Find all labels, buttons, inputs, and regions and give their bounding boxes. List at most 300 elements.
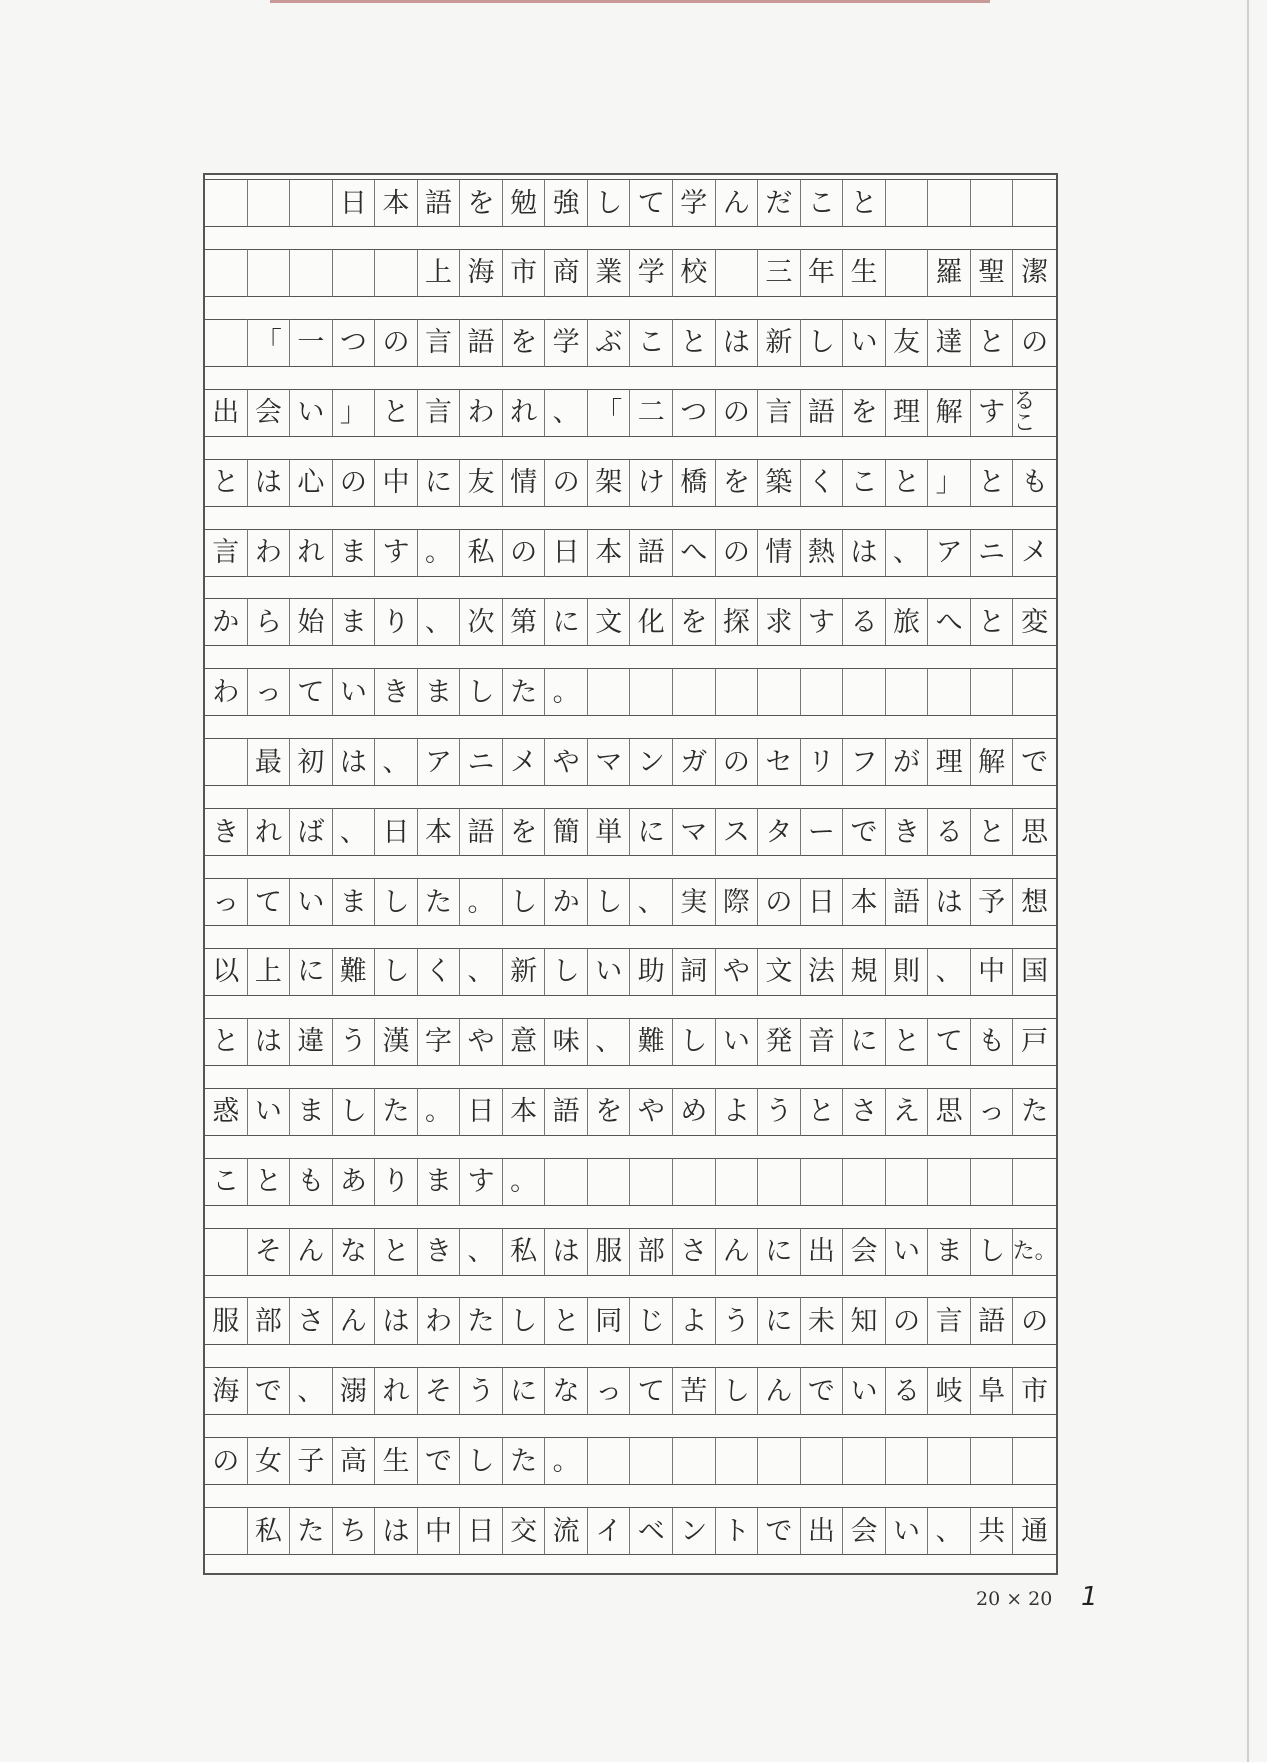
- grid-cell: [205, 179, 248, 227]
- grid-cell: を: [716, 459, 759, 507]
- grid-row: [205, 319, 1056, 367]
- grid-cell: [928, 1437, 971, 1485]
- grid-cell: よ: [673, 1297, 716, 1345]
- grid-cell: 語: [630, 529, 673, 577]
- grid-cell: 服: [588, 1228, 631, 1276]
- grid-cell: 私: [460, 529, 503, 577]
- grid-cell: ば: [290, 808, 333, 856]
- grid-cell: 私: [503, 1228, 546, 1276]
- grid-cell: 情: [758, 529, 801, 577]
- grid-cell: と: [673, 319, 716, 367]
- grid-cell: し: [545, 948, 588, 996]
- grid-cell: [716, 1158, 759, 1206]
- grid-row: [205, 1297, 1056, 1345]
- grid-cell: 阜: [971, 1367, 1014, 1415]
- grid-cell: だ: [758, 179, 801, 227]
- grid-cell: ン: [673, 1507, 716, 1555]
- grid-cell: に: [758, 1228, 801, 1276]
- grid-cell: で: [1013, 738, 1056, 786]
- grid-cell: こ: [630, 319, 673, 367]
- grid-cell: 、: [375, 738, 418, 786]
- grid-cell: 溺: [333, 1367, 376, 1415]
- grid-cell: ま: [333, 529, 376, 577]
- grid-cell: の: [886, 1297, 929, 1345]
- grid-cell: へ: [928, 598, 971, 646]
- grid-cell: [971, 179, 1014, 227]
- grid-cell: 通: [1013, 1507, 1056, 1555]
- grid-cell: し: [673, 1018, 716, 1066]
- grid-cell: や: [716, 948, 759, 996]
- grid-cell: 流: [545, 1507, 588, 1555]
- grid-cell: 予: [971, 878, 1014, 926]
- grid-cell: な: [545, 1367, 588, 1415]
- grid-cell: ア: [928, 529, 971, 577]
- grid-cell: ン: [630, 738, 673, 786]
- grid-cell: [801, 1158, 844, 1206]
- grid-cell: 日: [333, 179, 376, 227]
- grid-cell: 化: [630, 598, 673, 646]
- grid-cell: れ: [248, 808, 291, 856]
- grid-row: [205, 1437, 1056, 1485]
- page-edge: [1247, 0, 1249, 1762]
- grid-cell: め: [673, 1088, 716, 1136]
- grid-cell: の: [205, 1437, 248, 1485]
- grid-cell: 築: [758, 459, 801, 507]
- grid-cell: 言: [205, 529, 248, 577]
- grid-cell: と: [971, 459, 1014, 507]
- grid-cell: マ: [673, 808, 716, 856]
- grid-cell: 新: [758, 319, 801, 367]
- grid-cell: ん: [333, 1297, 376, 1345]
- grid-cell: の: [375, 319, 418, 367]
- grid-cell: 本: [375, 179, 418, 227]
- grid-cell: 本: [503, 1088, 546, 1136]
- grid-cell: 日: [460, 1507, 503, 1555]
- grid-cell: っ: [971, 1088, 1014, 1136]
- grid-row: [205, 878, 1056, 926]
- grid-cell: リ: [801, 738, 844, 786]
- grid-cell: [886, 1158, 929, 1206]
- grid-cell: そ: [248, 1228, 291, 1276]
- grid-cell: し: [971, 1228, 1014, 1276]
- grid-cell: ん: [758, 1367, 801, 1415]
- grid-cell: 、: [588, 1018, 631, 1066]
- grid-cell: [588, 1437, 631, 1485]
- grid-cell: 難: [333, 948, 376, 996]
- grid-cell: か: [205, 598, 248, 646]
- grid-row: [205, 1228, 1056, 1276]
- grid-cell: 以: [205, 948, 248, 996]
- grid-cell: を: [503, 319, 546, 367]
- grid-cell: か: [545, 878, 588, 926]
- grid-cell: す: [801, 598, 844, 646]
- grid-cell: 思: [1013, 808, 1056, 856]
- grid-cell: メ: [503, 738, 546, 786]
- grid-row: [205, 1088, 1056, 1136]
- grid-cell: 、: [545, 389, 588, 437]
- grid-cell: 」: [928, 459, 971, 507]
- grid-cell: 探: [716, 598, 759, 646]
- grid-cell: 戸: [1013, 1018, 1056, 1066]
- grid-cell: マ: [588, 738, 631, 786]
- grid-cell: [886, 179, 929, 227]
- grid-cell: し: [333, 1088, 376, 1136]
- grid-cell: 、: [290, 1367, 333, 1415]
- grid-cell: [290, 249, 333, 297]
- grid-cell: ベ: [630, 1507, 673, 1555]
- grid-cell: 女: [248, 1437, 291, 1485]
- grid-cell: た: [1013, 1088, 1056, 1136]
- grid-cell: い: [843, 1367, 886, 1415]
- grid-cell: 規: [843, 948, 886, 996]
- grid-cell: し: [716, 1367, 759, 1415]
- grid-cell: 。: [460, 878, 503, 926]
- grid-cell: も: [1013, 459, 1056, 507]
- grid-cell: こ: [205, 1158, 248, 1206]
- grid-cell: や: [460, 1018, 503, 1066]
- grid-cell: 部: [248, 1297, 291, 1345]
- grid-cell: は: [248, 1018, 291, 1066]
- grid-cell: 中: [375, 459, 418, 507]
- grid-cell: [928, 179, 971, 227]
- grid-cell: 国: [1013, 948, 1056, 996]
- grid-cell: 情: [503, 459, 546, 507]
- grid-cell: 心: [290, 459, 333, 507]
- grid-cell: ん: [716, 1228, 759, 1276]
- grid-cell: た: [290, 1507, 333, 1555]
- grid-cell: で: [801, 1367, 844, 1415]
- grid-cell: 単: [588, 808, 631, 856]
- grid-cell: 次: [460, 598, 503, 646]
- grid-cell: 文: [758, 948, 801, 996]
- grid-cell: の: [716, 529, 759, 577]
- grid-cell: 、: [886, 529, 929, 577]
- grid-cell: [1013, 668, 1056, 716]
- grid-cell: 熱: [801, 529, 844, 577]
- grid-cell: [205, 1507, 248, 1555]
- grid-cell: 。: [418, 1088, 461, 1136]
- grid-cell: し: [503, 878, 546, 926]
- grid-cell: 生: [375, 1437, 418, 1485]
- grid-cell: た: [503, 668, 546, 716]
- grid-cell: 中: [418, 1507, 461, 1555]
- grid-cell: は: [716, 319, 759, 367]
- grid-cell: [630, 668, 673, 716]
- grid-cell: い: [886, 1507, 929, 1555]
- grid-cell: ニ: [460, 738, 503, 786]
- grid-row: [205, 1158, 1056, 1206]
- grid-row: [205, 668, 1056, 716]
- grid-cell: さ: [290, 1297, 333, 1345]
- grid-cell: 三: [758, 249, 801, 297]
- grid-cell: 理: [928, 738, 971, 786]
- grid-cell: い: [716, 1018, 759, 1066]
- grid-cell: [673, 668, 716, 716]
- grid-cell: す: [375, 529, 418, 577]
- grid-cell: タ: [758, 808, 801, 856]
- grid-cell: セ: [758, 738, 801, 786]
- grid-cell: ぶ: [588, 319, 631, 367]
- grid-cell: こ: [801, 179, 844, 227]
- grid-cell: に: [843, 1018, 886, 1066]
- grid-cell: り: [375, 1158, 418, 1206]
- grid-cell: [758, 668, 801, 716]
- grid-cell: 友: [460, 459, 503, 507]
- grid-cell: 交: [503, 1507, 546, 1555]
- grid-cell: う: [333, 1018, 376, 1066]
- grid-cell: う: [758, 1088, 801, 1136]
- grid-cell: す: [460, 1158, 503, 1206]
- grid-cell: 学: [673, 179, 716, 227]
- grid-cell: [971, 1158, 1014, 1206]
- grid-cell: と: [971, 319, 1014, 367]
- grid-cell: を: [460, 179, 503, 227]
- grid-cell: 子: [290, 1437, 333, 1485]
- grid-cell: 商: [545, 249, 588, 297]
- grid-cell: [801, 1437, 844, 1485]
- grid-cell: [928, 668, 971, 716]
- grid-cell: た: [418, 878, 461, 926]
- grid-cell: [205, 1228, 248, 1276]
- grid-cell: き: [375, 668, 418, 716]
- grid-cell: [588, 1158, 631, 1206]
- grid-cell: わ: [418, 1297, 461, 1345]
- grid-cell: 語: [971, 1297, 1014, 1345]
- grid-cell: 年: [801, 249, 844, 297]
- grid-cell: 惑: [205, 1088, 248, 1136]
- grid-cell: ら: [248, 598, 291, 646]
- grid-cell: た。: [1013, 1228, 1056, 1276]
- grid-cell: 法: [801, 948, 844, 996]
- grid-cell: [928, 1158, 971, 1206]
- grid-cell: 日: [801, 878, 844, 926]
- grid-cell: っ: [205, 878, 248, 926]
- grid-cell: に: [630, 808, 673, 856]
- grid-cell: 最: [248, 738, 291, 786]
- grid-cell: の: [545, 459, 588, 507]
- genkou-yoshi-grid: [203, 173, 1058, 1575]
- grid-cell: さ: [843, 1088, 886, 1136]
- grid-cell: 中: [971, 948, 1014, 996]
- grid-cell: [630, 1158, 673, 1206]
- grid-cell: ん: [716, 179, 759, 227]
- grid-cell: 二: [630, 389, 673, 437]
- grid-cell: は: [843, 529, 886, 577]
- grid-cell: し: [588, 179, 631, 227]
- grid-cell: 出: [801, 1507, 844, 1555]
- grid-cell: こ: [843, 459, 886, 507]
- grid-row: [205, 1367, 1056, 1415]
- grid-cell: と: [971, 808, 1014, 856]
- grid-cell: 日: [375, 808, 418, 856]
- grid-cell: い: [248, 1088, 291, 1136]
- grid-cell: [758, 1437, 801, 1485]
- grid-cell: 音: [801, 1018, 844, 1066]
- grid-cell: 」: [333, 389, 376, 437]
- grid-cell: と: [375, 1228, 418, 1276]
- grid-cell: け: [630, 459, 673, 507]
- grid-cell: 苦: [673, 1367, 716, 1415]
- grid-cell: ま: [333, 878, 376, 926]
- grid-cell: 実: [673, 878, 716, 926]
- grid-cell: な: [333, 1228, 376, 1276]
- grid-cell: わ: [460, 389, 503, 437]
- grid-cell: は: [375, 1507, 418, 1555]
- grid-cell: に: [758, 1297, 801, 1345]
- grid-cell: 。: [418, 529, 461, 577]
- grid-cell: [375, 249, 418, 297]
- grid-cell: 字: [418, 1018, 461, 1066]
- grid-cell: の: [716, 738, 759, 786]
- grid-cell: 、: [630, 878, 673, 926]
- grid-cell: 学: [630, 249, 673, 297]
- grid-cell: 助: [630, 948, 673, 996]
- grid-cell: と: [205, 459, 248, 507]
- grid-cell: て: [928, 1018, 971, 1066]
- grid-cell: え: [886, 1088, 929, 1136]
- grid-cell: で: [758, 1507, 801, 1555]
- grid-cell: 本: [418, 808, 461, 856]
- grid-cell: は: [928, 878, 971, 926]
- grid-cell: 聖: [971, 249, 1014, 297]
- grid-row: [205, 459, 1056, 507]
- grid-cell: 変: [1013, 598, 1056, 646]
- grid-cell: 部: [630, 1228, 673, 1276]
- grid-cell: も: [971, 1018, 1014, 1066]
- grid-cell: は: [333, 738, 376, 786]
- grid-cell: 市: [503, 249, 546, 297]
- grid-cell: 難: [630, 1018, 673, 1066]
- grid-cell: い: [843, 319, 886, 367]
- grid-cell: 架: [588, 459, 631, 507]
- grid-cell: 上: [248, 948, 291, 996]
- grid-cell: [545, 1158, 588, 1206]
- grid-cell: ま: [418, 668, 461, 716]
- grid-cell: 簡: [545, 808, 588, 856]
- grid-cell: 達: [928, 319, 971, 367]
- grid-row: [205, 738, 1056, 786]
- grid-cell: 、: [928, 1507, 971, 1555]
- grid-cell: き: [886, 808, 929, 856]
- grid-cell: [801, 668, 844, 716]
- grid-cell: [290, 179, 333, 227]
- grid-cell: 言: [418, 319, 461, 367]
- grid-cell: を: [503, 808, 546, 856]
- grid-row: [205, 249, 1056, 297]
- grid-cell: 味: [545, 1018, 588, 1066]
- grid-cell: う: [716, 1297, 759, 1345]
- grid-cell: [716, 668, 759, 716]
- grid-cell: [716, 249, 759, 297]
- grid-cell: 羅: [928, 249, 971, 297]
- grid-cell: の: [1013, 319, 1056, 367]
- grid-cell: ー: [801, 808, 844, 856]
- grid-cell: と: [801, 1088, 844, 1136]
- grid-cell: 語: [418, 179, 461, 227]
- grid-cell: に: [503, 1367, 546, 1415]
- grid-cell: 、: [460, 1228, 503, 1276]
- grid-cell: 語: [801, 389, 844, 437]
- grid-cell: は: [248, 459, 291, 507]
- grid-cell: く: [418, 948, 461, 996]
- grid-cell: ま: [290, 1088, 333, 1136]
- grid-cell: の: [503, 529, 546, 577]
- grid-cell: い: [588, 948, 631, 996]
- grid-cell: 未: [801, 1297, 844, 1345]
- grid-cell: 理: [886, 389, 929, 437]
- grid-row: [205, 1018, 1056, 1066]
- grid-cell: て: [248, 878, 291, 926]
- grid-cell: [971, 668, 1014, 716]
- grid-cell: と: [971, 598, 1014, 646]
- grid-cell: 、: [460, 948, 503, 996]
- grid-cell: と: [545, 1297, 588, 1345]
- grid-cell: で: [418, 1437, 461, 1485]
- grid-cell: [1013, 179, 1056, 227]
- grid-cell: ん: [290, 1228, 333, 1276]
- grid-cell: 求: [758, 598, 801, 646]
- grid-cell: う: [460, 1367, 503, 1415]
- grid-cell: 出: [801, 1228, 844, 1276]
- grid-cell: を: [588, 1088, 631, 1136]
- grid-cell: す: [971, 389, 1014, 437]
- grid-row: [205, 598, 1056, 646]
- grid-cell: し: [801, 319, 844, 367]
- grid-cell: [886, 668, 929, 716]
- grid-cell: [630, 1437, 673, 1485]
- grid-cell: [716, 1437, 759, 1485]
- grid-cell: [248, 249, 291, 297]
- grid-cell: [205, 249, 248, 297]
- grid-cell: て: [630, 179, 673, 227]
- grid-cell: 海: [205, 1367, 248, 1415]
- grid-cell: 則: [886, 948, 929, 996]
- grid-cell: 一: [290, 319, 333, 367]
- grid-cell: 橋: [673, 459, 716, 507]
- grid-cell: 語: [460, 319, 503, 367]
- grid-cell: 初: [290, 738, 333, 786]
- grid-cell: の: [333, 459, 376, 507]
- grid-cell: 市: [1013, 1367, 1056, 1415]
- grid-cell: [843, 1437, 886, 1485]
- grid-cell: 本: [843, 878, 886, 926]
- grid-cell: を: [843, 389, 886, 437]
- grid-cell: が: [886, 738, 929, 786]
- grid-cell: 言: [928, 1297, 971, 1345]
- grid-cell: し: [503, 1297, 546, 1345]
- grid-cell: 解: [971, 738, 1014, 786]
- grid-size-label: 20 × 20: [976, 1588, 1053, 1610]
- grid-cell: ニ: [971, 529, 1014, 577]
- grid-cell: き: [205, 808, 248, 856]
- top-edge-line: [270, 0, 990, 3]
- grid-cell: [843, 1158, 886, 1206]
- grid-cell: 会: [843, 1507, 886, 1555]
- grid-cell: わ: [248, 529, 291, 577]
- grid-cell: るこ: [1013, 389, 1056, 437]
- grid-cell: く: [801, 459, 844, 507]
- grid-cell: 発: [758, 1018, 801, 1066]
- grid-cell: と: [205, 1018, 248, 1066]
- grid-cell: と: [248, 1158, 291, 1206]
- grid-cell: 。: [503, 1158, 546, 1206]
- grid-cell: 本: [588, 529, 631, 577]
- grid-cell: 言: [758, 389, 801, 437]
- grid-cell: 知: [843, 1297, 886, 1345]
- grid-cell: に: [545, 598, 588, 646]
- grid-cell: 日: [460, 1088, 503, 1136]
- grid-cell: ち: [333, 1507, 376, 1555]
